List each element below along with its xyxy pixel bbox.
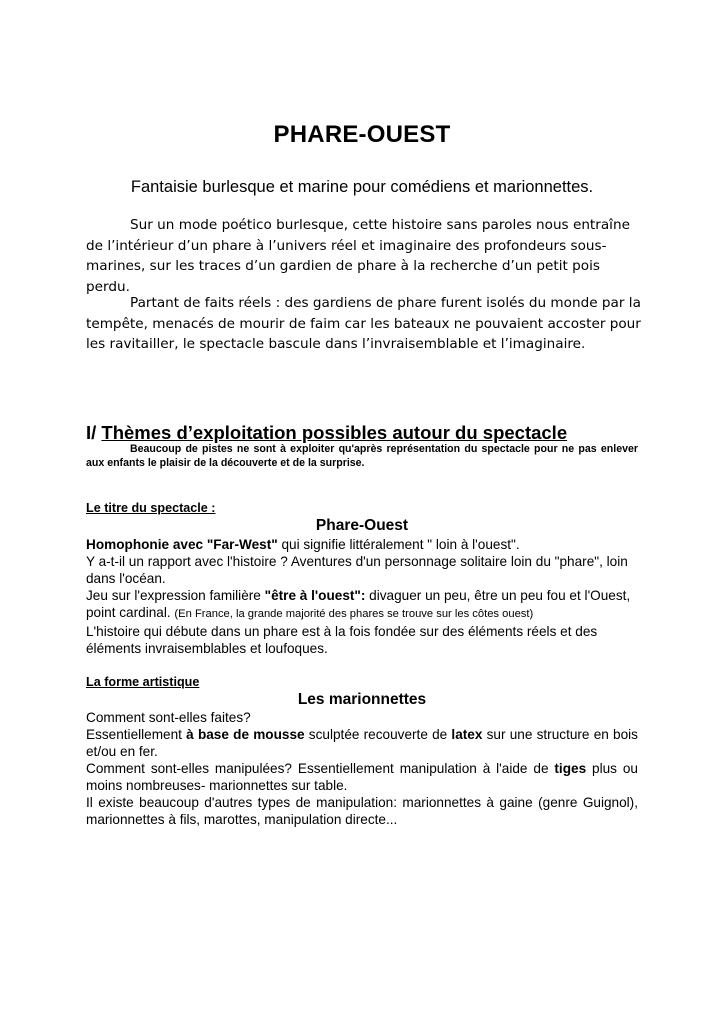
titre-line-3-small: (En France, la grande majorité des phares se trouve sur les côtes ouest)	[174, 608, 534, 620]
titre-body	[86, 536, 638, 657]
forme-question-1: Comment sont-elles faites?	[86, 710, 251, 725]
titre-line-3	[86, 587, 638, 623]
forme-heading: La forme artistique	[86, 675, 200, 689]
titre-line-3-bold: "être à l'ouest":	[264, 588, 366, 603]
forme-line-5: Il existe beaucoup d'autres types de manipulation: marionnettes à gaine (genre Guignol), marionnettes à fils, marottes, manipulation directe...	[86, 795, 638, 827]
forme-answer-1-c: sur une structure en bois et/ou en fer.	[86, 727, 638, 759]
forme-center-heading: Les marionnettes	[297, 691, 427, 708]
forme-question-2-b: plus ou moins nombreuses- marionnettes sur table.	[86, 761, 638, 793]
titre-line-1-rest: qui signifie littéralement " loin à l'ouest".	[277, 537, 520, 552]
titre-line-4: L'histoire qui débute dans un phare est à la fois fondée sur des éléments réels et des éléments invraisemblables et loufoques.	[86, 624, 598, 656]
section-title: Thèmes d’exploitation possibles autour du spectacle	[101, 422, 568, 443]
forme-answer-1-a: Essentiellement	[86, 727, 187, 742]
titre-heading: Le titre du spectacle :	[86, 501, 216, 515]
forme-body	[86, 709, 638, 828]
forme-question-2-a: Comment sont-elles manipulées? Essentiellement manipulation à l'aide de	[86, 761, 555, 776]
forme-answer-1-bold-2: latex	[451, 727, 483, 742]
titre-line-1	[86, 536, 638, 553]
titre-line-1-bold: Homophonie avec "Far-West"	[86, 537, 278, 552]
section-heading	[86, 421, 646, 445]
section-note: Beaucoup de pistes ne sont à exploiter qu'après représentation du spectacle pour ne pas enlever aux enfants le plaisir de la découverte et de la surprise.	[86, 443, 638, 469]
page-title: PHARE-OUEST	[273, 121, 451, 148]
section-prefix: I/	[86, 422, 102, 443]
forme-question-2-bold: tiges	[554, 761, 587, 776]
forme-answer-1-bold-1: à base de mousse	[186, 727, 305, 742]
forme-question-2	[86, 760, 638, 794]
forme-answer-1	[86, 726, 638, 760]
titre-line-3-a: Jeu sur l'expression familière	[86, 588, 265, 603]
titre-center-heading: Phare-Ouest	[315, 517, 409, 534]
intro-paragraph-1: Sur un mode poético burlesque, cette histoire sans paroles nous entraîne de l’intérieur d’un phare à l’univers réel et imaginaire des profondeurs sous-marines, sur les traces d’un gardien de phare à la recherche d’un petit pois perdu.	[86, 217, 630, 295]
forme-answer-1-b: sculptée recouverte de	[304, 727, 452, 742]
subtitle: Fantaisie burlesque et marine pour comédiens et marionnettes.	[130, 178, 594, 196]
titre-line-2: Y a-t-il un rapport avec l'histoire ? Aventures d'un personnage solitaire loin du "phare", loin dans l'océan.	[86, 554, 628, 586]
intro-paragraph-2: Partant de faits réels : des gardiens de phare furent isolés du monde par la tempête, menacés de mourir de faim car les bateaux ne pouvaient accoster pour les ravitailler, le spectacle bascule dans l’invraisemblable et l’imaginaire.	[86, 295, 641, 352]
titre-line-3-b: divaguer un peu, être un peu fou et l'Ouest, point cardinal.	[86, 588, 631, 620]
